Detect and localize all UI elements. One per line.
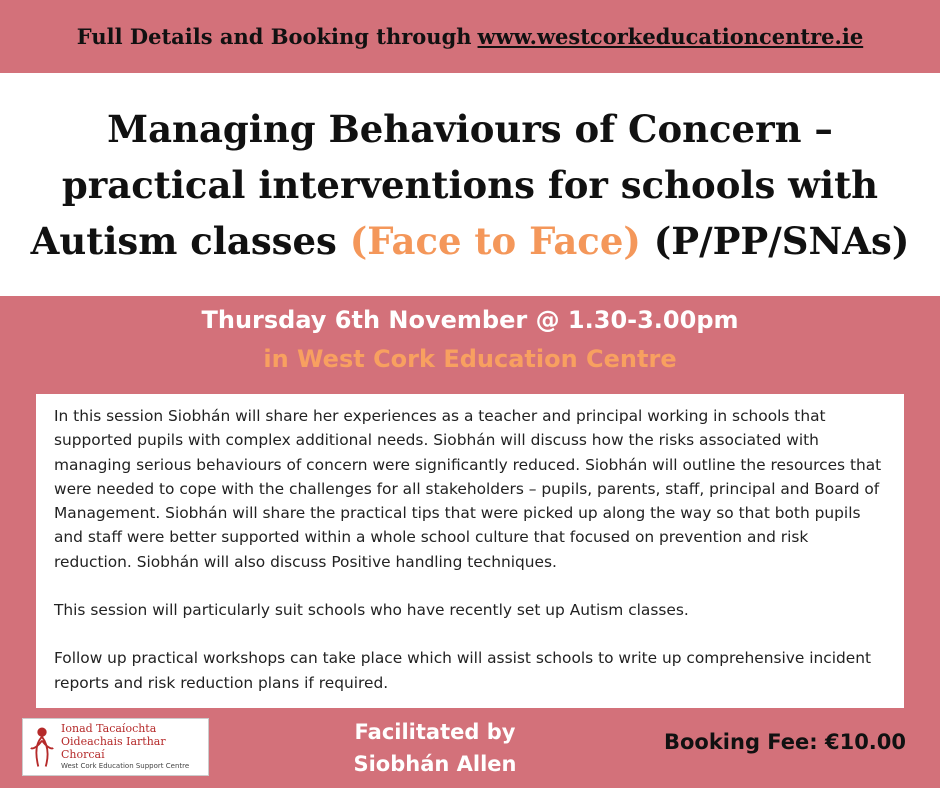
- logo-line-1: Ionad Tacaíochta: [61, 722, 157, 735]
- description-paragraph: This session will particularly suit schools who have recently set up Autism classes.: [54, 601, 689, 620]
- booking-link[interactable]: www.westcorkeducationcentre.ie: [477, 24, 864, 49]
- title-audience: (P/PP/SNAs): [653, 218, 910, 263]
- page-title: [10, 101, 930, 269]
- facilitator-name: Siobhán Allen: [353, 752, 517, 776]
- description-paragraph: Follow up practical workshops can take place which will assist schools to write up comprehensive incident reports and risk reduction plans if required.: [54, 649, 872, 692]
- logo-text: [61, 722, 202, 772]
- top-banner: [0, 0, 940, 73]
- title-line-1: Managing Behaviours of Concern –: [107, 106, 833, 151]
- event-venue: in West Cork Education Centre: [263, 345, 677, 373]
- logo-line-2: Oideachais Iarthar Chorcaí: [61, 735, 166, 761]
- title-panel: [0, 73, 940, 296]
- facilitator: [330, 716, 540, 780]
- description-paragraph: In this session Siobhán will share her experiences as a teacher and principal working in schools that supported pupils with complex additional needs. Siobhán will discuss how the risks associated with managing serious behaviours of concern were significantly reduced. Siobhán will outline the resources that were needed to cope with the challenges for all stakeholders – pupils, parents, staff, principal and Board of Management. Siobhán will share the practical tips that were picked up along the way so that both pupils and staff were better supported within a whole school culture that focused on prevention and risk reduction. Siobhán will also discuss Positive handling techniques.: [54, 407, 882, 571]
- title-line-3-start: Autism classes: [30, 218, 337, 263]
- centre-logo: [22, 718, 209, 776]
- description-panel: [36, 394, 904, 708]
- facilitator-label: Facilitated by: [354, 720, 516, 744]
- logo-figure-icon: [29, 724, 55, 770]
- booking-fee: Booking Fee: €10.00: [663, 730, 907, 754]
- banner-text: Full Details and Booking through: [76, 24, 472, 49]
- title-format-highlight: (Face to Face): [349, 218, 641, 263]
- logo-line-3: West Cork Education Support Centre: [61, 762, 190, 770]
- title-line-2: practical interventions for schools with: [61, 162, 879, 207]
- event-date: Thursday 6th November @ 1.30-3.00pm: [201, 306, 739, 334]
